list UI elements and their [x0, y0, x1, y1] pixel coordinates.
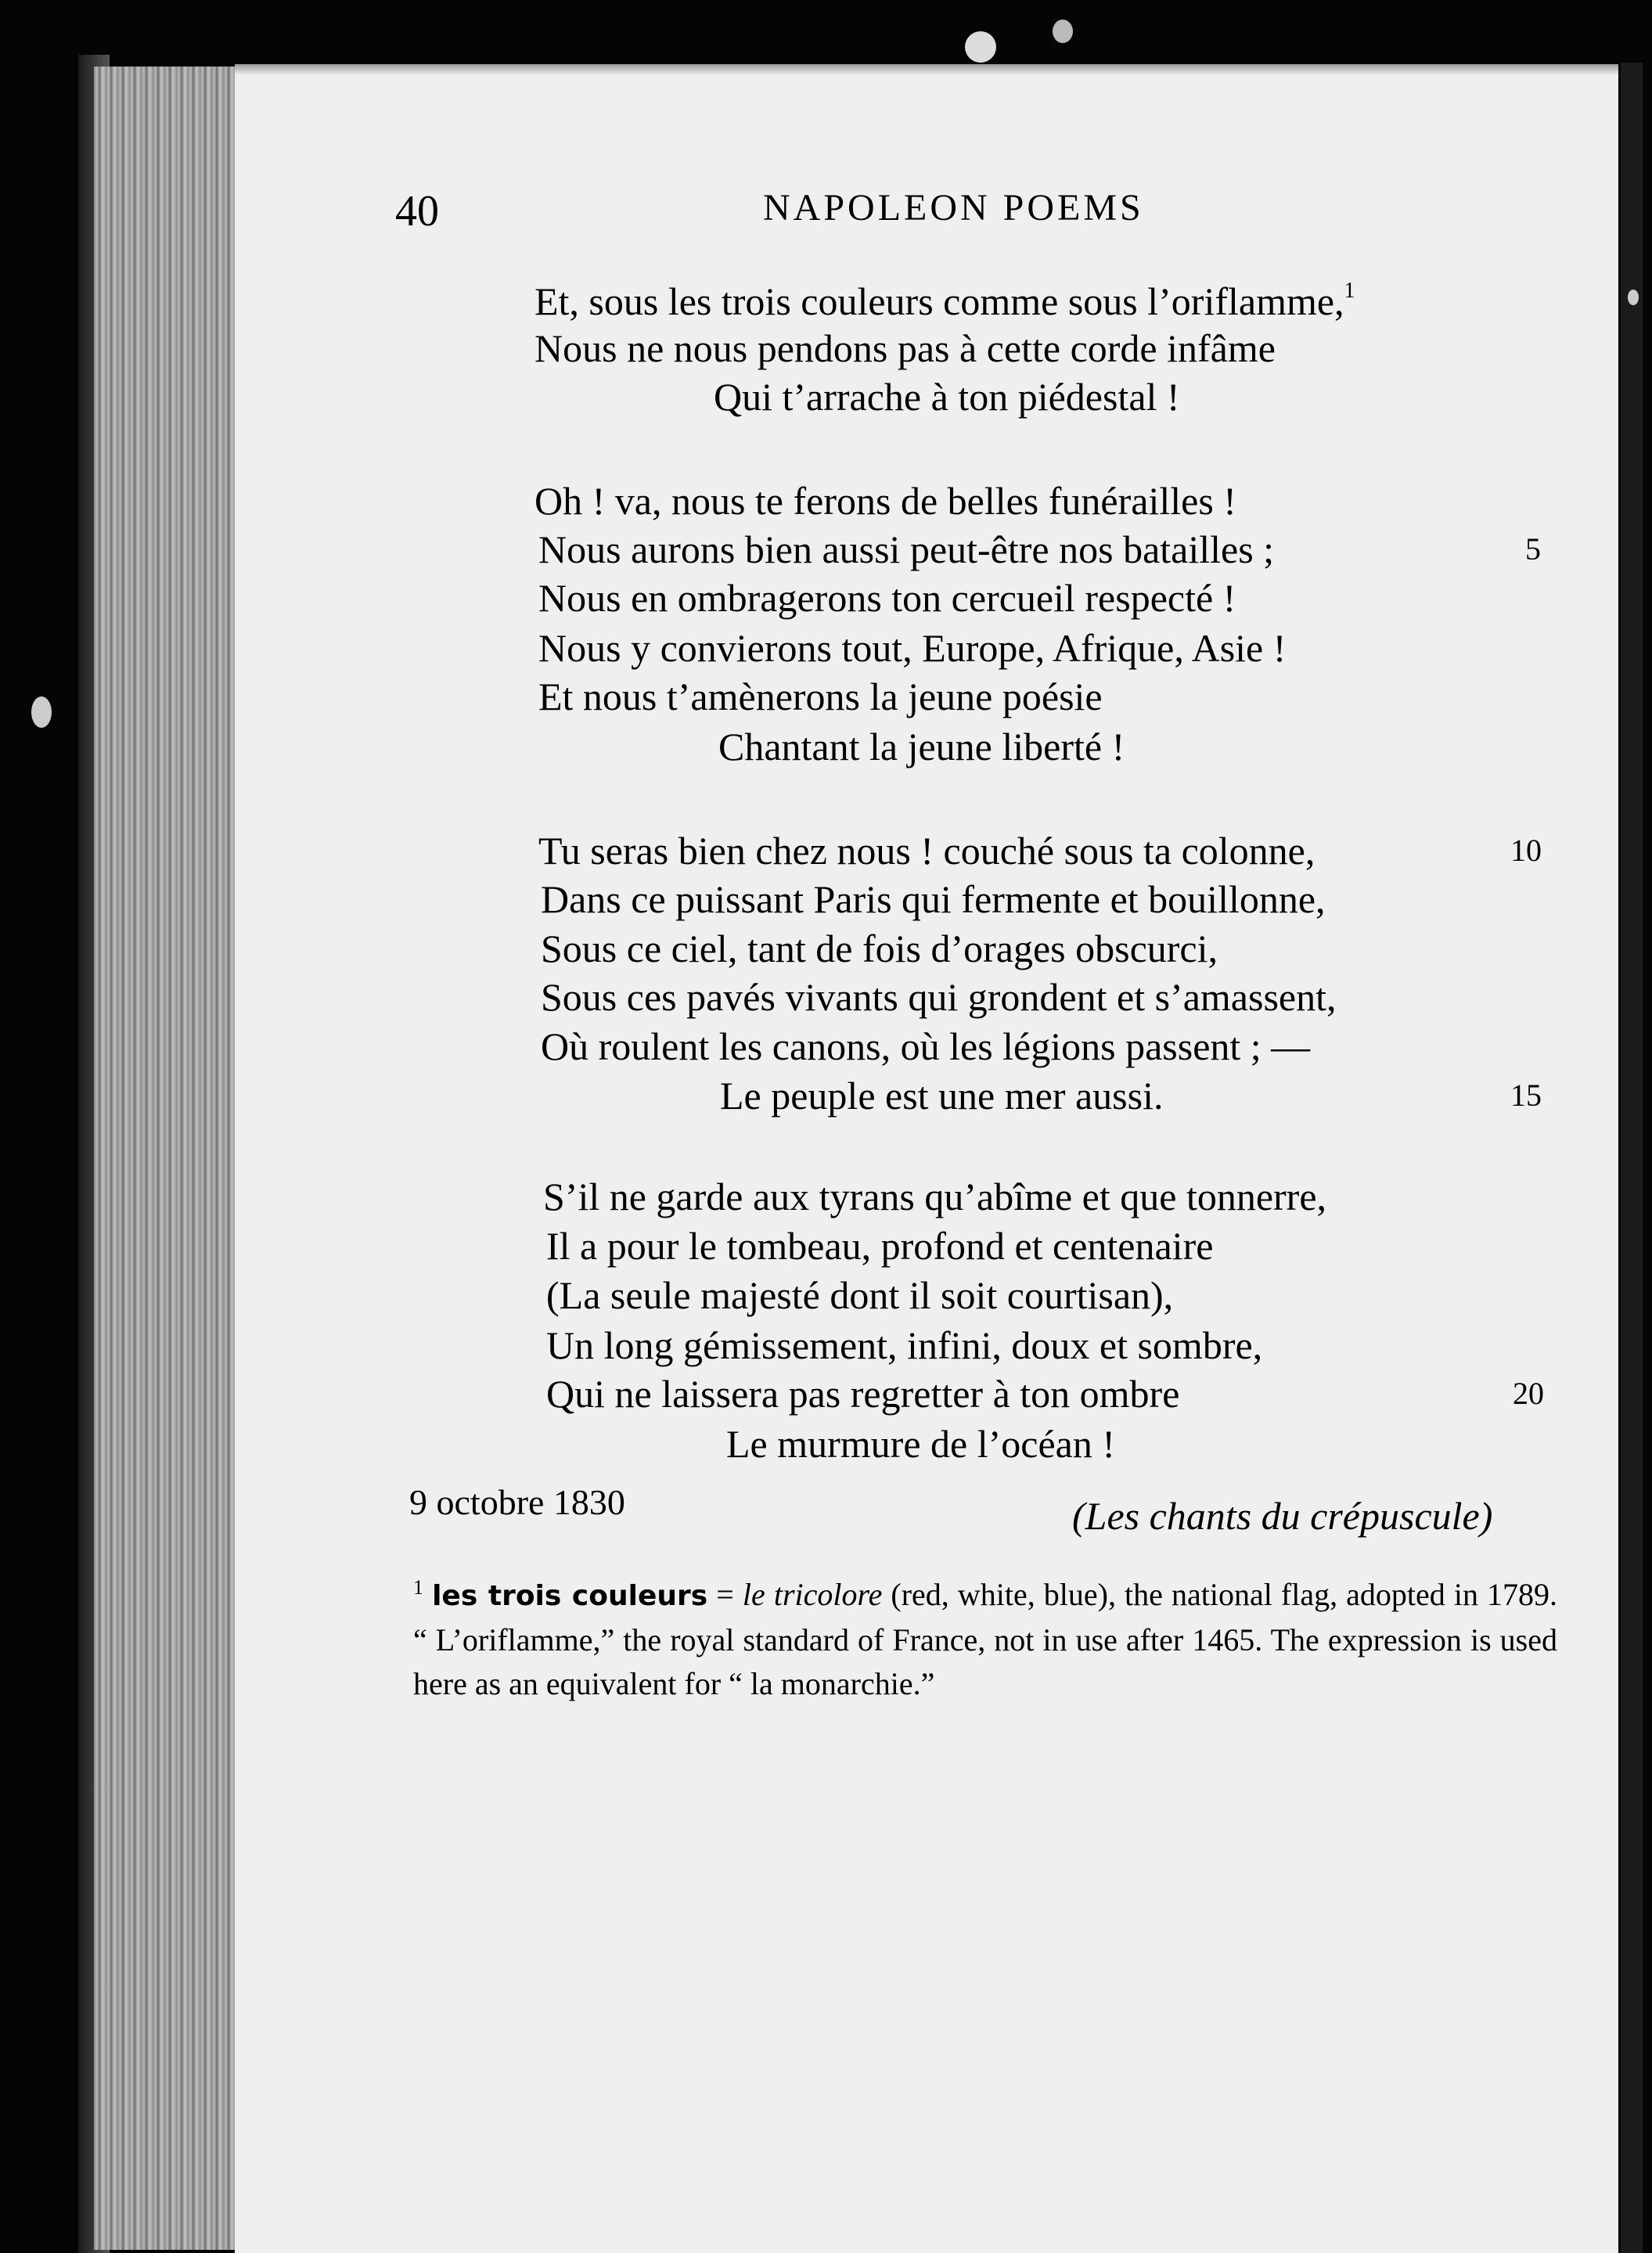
footnote-mark: 1 [1344, 279, 1355, 303]
scan-speck [31, 696, 52, 728]
footnote-mark: 1 [413, 1576, 423, 1599]
poem-line: (La seule majesté dont il soit courtisan), [546, 1273, 1174, 1317]
footnote-term: le tricolore [742, 1577, 883, 1612]
poem-line: Nous ne nous pendons pas à cette corde infâme [534, 326, 1276, 370]
poem-line: Qui t’arrache à ton piédestal ! [714, 375, 1180, 419]
footnote-text: (red, white, blue), the national flag, adopted in 1789. “ L’oriflamme,” the royal standard of France, not in use after 1465. The expression is used here as an equivalent for “ la monarchie.” [413, 1577, 1558, 1701]
poem-line: Nous y convierons tout, Europe, Afrique, Asie ! [538, 626, 1287, 670]
footnote-key: les trois couleurs [432, 1580, 708, 1612]
poem-line: Qui ne laissera pas regretter à ton ombre [546, 1372, 1180, 1416]
poem-line: Le murmure de l’océan ! [726, 1422, 1115, 1466]
line-number: 15 [1510, 1078, 1542, 1113]
source-title: Les chants du crépuscule [1085, 1494, 1480, 1538]
running-title: NAPOLEON POEMS [763, 187, 1144, 229]
poem-line: Sous ce ciel, tant de fois d’orages obscurci, [541, 927, 1218, 970]
footnote: $^1$ les trois couleurs = le tricolore (red, white, blue), the national flag, adopted in 1789. “ L’oriflamme,” the royal standard of France, not in use after 1465. The expression is used here as an equivalent for “ la monarchie.” [413, 1576, 1558, 1701]
scan-speck [1053, 20, 1073, 43]
poem-line: Où roulent les canons, où les légions passent ; — [541, 1024, 1311, 1068]
poem-line: Oh ! va, nous te ferons de belles funérailles ! [534, 479, 1236, 523]
poem-line: Et, sous les trois couleurs comme sous l’oriflamme,$^1$ [534, 279, 1355, 323]
poem-line: Il a pour le tombeau, profond et centenaire [546, 1224, 1214, 1268]
line-number: 10 [1510, 833, 1542, 868]
scan-speck [1628, 290, 1639, 305]
poem-line: Nous en ombragerons ton cercueil respecté ! [538, 576, 1236, 620]
poem-line: Et nous t’amènerons la jeune poésie [538, 675, 1103, 718]
binding-edge [1621, 63, 1643, 2253]
poem-line: Dans ce puissant Paris qui fermente et bouillonne, [541, 877, 1326, 921]
page-edges-stack [94, 67, 243, 2250]
poem-date: 9 octobre 1830 [409, 1482, 625, 1522]
poem-line: Un long gémissement, infini, doux et sombre, [546, 1323, 1263, 1367]
poem-line: Tu seras bien chez nous ! couché sous ta colonne, [538, 829, 1315, 873]
poem-line: Chantant la jeune liberté ! [718, 725, 1125, 768]
page-top-shadow [235, 64, 1618, 75]
scan-speck [965, 31, 996, 63]
poem-source: (Les chants du crépuscule) [1072, 1494, 1493, 1538]
poem-line: S’il ne garde aux tyrans qu’abîme et que tonnerre, [543, 1175, 1327, 1218]
poem-line: Le peuple est une mer aussi. [720, 1074, 1164, 1118]
poem-line: Sous ces pavés vivants qui grondent et s’amassent, [541, 975, 1337, 1019]
line-number: 20 [1513, 1376, 1544, 1411]
poem-line: Nous aurons bien aussi peut-être nos batailles ; [538, 527, 1275, 571]
page-number: 40 [395, 187, 439, 236]
line-number: 5 [1525, 531, 1541, 567]
